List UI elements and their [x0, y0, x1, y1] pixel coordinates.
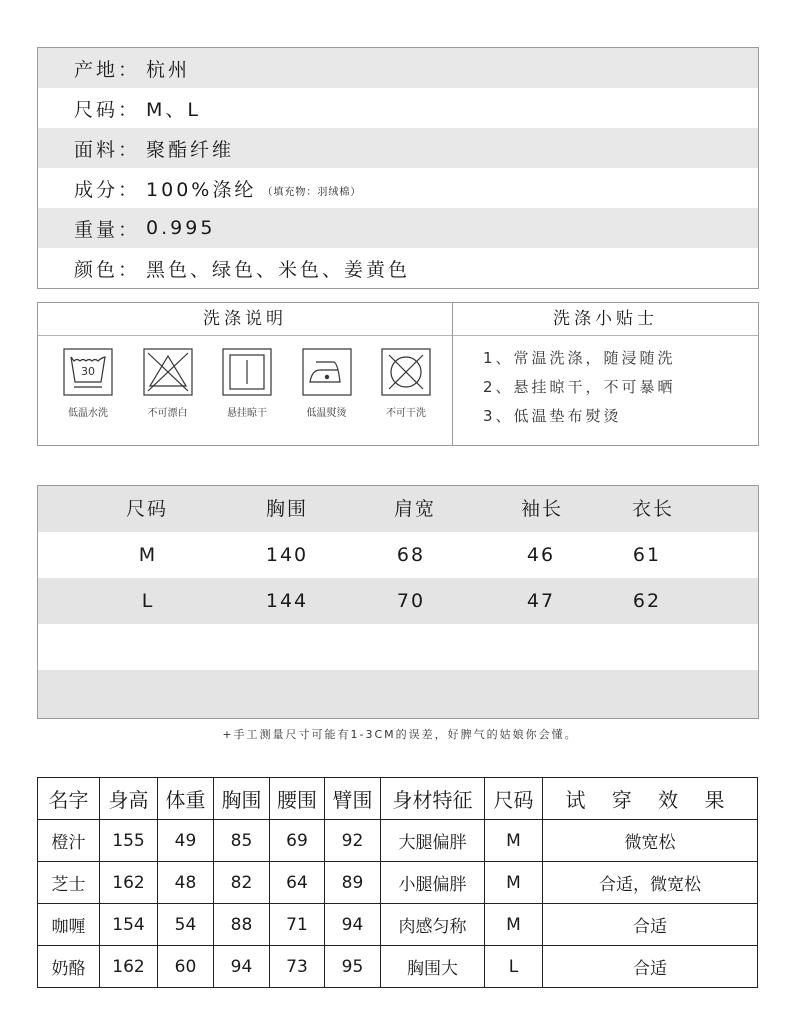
size-cell: 47 — [526, 590, 556, 612]
info-value: 杭州 — [146, 58, 191, 81]
table-cell: M — [485, 820, 543, 862]
table-cell: M — [485, 904, 543, 946]
info-label: 尺码 — [74, 98, 119, 121]
model-header-cell: 胸围 — [214, 778, 270, 820]
table-cell: 54 — [158, 904, 214, 946]
table-cell: 微宽松 — [543, 820, 758, 862]
model-header-cell: 身材特征 — [381, 778, 485, 820]
table-cell: 肉感匀称 — [381, 904, 485, 946]
table-cell: 49 — [158, 820, 214, 862]
table-cell: L — [485, 946, 543, 988]
care-label: 不可漂白 — [147, 408, 188, 419]
table-cell: 合适 — [543, 946, 758, 988]
product-info-panel — [37, 47, 759, 289]
table-cell: 162 — [100, 946, 158, 988]
care-item-hang — [215, 348, 279, 419]
table-cell: 85 — [214, 820, 270, 862]
table-cell: 48 — [158, 862, 214, 904]
info-colon: ： — [118, 218, 141, 241]
size-chart — [37, 485, 759, 719]
info-row-weight — [38, 208, 758, 248]
table-cell: 154 — [100, 904, 158, 946]
table-cell: 胸围大 — [381, 946, 485, 988]
hang-dry-icon — [222, 348, 272, 396]
info-label: 产地 — [74, 58, 119, 81]
model-header-cell: 腰围 — [270, 778, 325, 820]
table-row — [38, 862, 758, 904]
table-cell: 155 — [100, 820, 158, 862]
table-cell: 奶酪 — [38, 946, 100, 988]
care-item-dryclean — [374, 348, 438, 419]
table-cell: 88 — [214, 904, 270, 946]
tip-item: 3、低温垫布熨烫 — [483, 407, 622, 425]
care-item-bleach — [136, 348, 200, 419]
info-colon: ： — [118, 258, 141, 281]
wash-temp: 30 — [81, 365, 95, 378]
table-cell: 71 — [270, 904, 325, 946]
care-label: 不可干洗 — [386, 408, 426, 419]
size-header-row — [38, 486, 758, 532]
table-cell: 咖喱 — [38, 904, 100, 946]
info-value: 黑色、绿色、米色、姜黄色 — [146, 258, 411, 281]
table-cell: 69 — [270, 820, 325, 862]
model-header-cell: 试 穿 效 果 — [543, 778, 758, 820]
info-row-fabric — [38, 128, 758, 168]
info-row-origin — [38, 48, 758, 88]
model-header-cell: 体重 — [158, 778, 214, 820]
info-colon: ： — [118, 58, 141, 81]
care-title: 洗涤说明 — [38, 303, 452, 336]
care-tips — [453, 303, 758, 445]
size-header-cell: 衣长 — [631, 498, 675, 520]
info-value: 聚酯纤维 — [146, 138, 235, 161]
table-cell: 73 — [270, 946, 325, 988]
size-cell: 62 — [632, 590, 662, 612]
tip-item: 1、常温洗涤，随浸随洗 — [483, 349, 676, 367]
size-cell: M — [138, 544, 158, 566]
table-cell: 94 — [214, 946, 270, 988]
care-symbols — [38, 336, 452, 419]
model-header-cell: 尺码 — [485, 778, 543, 820]
size-cell: 61 — [632, 544, 662, 566]
care-label: 低温水洗 — [68, 408, 108, 419]
no-dry-clean-icon — [381, 348, 431, 396]
no-bleach-icon — [143, 348, 193, 396]
info-colon: ： — [118, 138, 141, 161]
care-item-iron — [295, 348, 359, 419]
table-cell: 合适 — [543, 904, 758, 946]
info-row-composition — [38, 168, 758, 208]
low-iron-icon — [302, 348, 352, 396]
size-row-empty — [38, 670, 758, 718]
info-label: 成分 — [74, 178, 119, 201]
tips-list — [453, 336, 758, 431]
table-cell: M — [485, 862, 543, 904]
info-row-color — [38, 248, 758, 288]
info-label: 颜色 — [74, 258, 119, 281]
table-cell: 89 — [325, 862, 381, 904]
table-cell: 60 — [158, 946, 214, 988]
tip-item: 2、悬挂晾干，不可暴晒 — [483, 378, 676, 396]
table-cell: 95 — [325, 946, 381, 988]
table-cell: 橙汁 — [38, 820, 100, 862]
size-header-cell: 尺码 — [125, 498, 169, 520]
info-colon: ： — [118, 98, 141, 121]
filling-note: （填充物：羽绒棉） — [262, 186, 362, 198]
size-header-cell: 袖长 — [520, 498, 564, 520]
care-label: 悬挂晾干 — [227, 408, 267, 419]
size-header-cell: 肩宽 — [393, 498, 437, 520]
table-cell: 小腿偏胖 — [381, 862, 485, 904]
size-cell: 140 — [265, 544, 309, 566]
measurement-note: +手工测量尺寸可能有1-3CM的误差，好脾气的姑娘你会懂。 — [222, 728, 578, 741]
info-label: 重量 — [74, 218, 119, 241]
table-cell: 94 — [325, 904, 381, 946]
info-label: 面料 — [74, 138, 119, 161]
table-cell: 64 — [270, 862, 325, 904]
info-value: 100%涤纶 — [146, 178, 257, 201]
table-row — [38, 820, 758, 862]
model-header-row — [38, 778, 758, 820]
table-row — [38, 946, 758, 988]
model-fit-table — [37, 777, 758, 988]
table-cell: 芝士 — [38, 862, 100, 904]
info-value: M、L — [146, 98, 202, 121]
table-cell: 大腿偏胖 — [381, 820, 485, 862]
care-label: 低温熨烫 — [306, 408, 347, 419]
table-cell: 92 — [325, 820, 381, 862]
table-row — [38, 904, 758, 946]
info-value: 0.995 — [146, 217, 216, 239]
size-row-empty — [38, 624, 758, 670]
size-cell: 144 — [265, 590, 309, 612]
size-cell: 68 — [396, 544, 426, 566]
model-header-cell: 身高 — [100, 778, 158, 820]
info-colon: ： — [118, 178, 141, 201]
table-cell: 162 — [100, 862, 158, 904]
size-cell: L — [141, 590, 155, 612]
care-instructions — [38, 303, 453, 445]
model-header-cell: 名字 — [38, 778, 100, 820]
size-row-l — [38, 578, 758, 624]
care-item-wash — [56, 348, 120, 419]
table-cell: 82 — [214, 862, 270, 904]
table-cell: 合适，微宽松 — [543, 862, 758, 904]
wash-30-icon — [63, 348, 113, 396]
info-row-size — [38, 88, 758, 128]
size-cell: 46 — [526, 544, 556, 566]
care-panel — [37, 302, 759, 446]
size-cell: 70 — [396, 590, 426, 612]
tips-title: 洗涤小贴士 — [453, 303, 758, 336]
size-header-cell: 胸围 — [265, 498, 309, 520]
size-row-m — [38, 532, 758, 578]
model-header-cell: 臂围 — [325, 778, 381, 820]
